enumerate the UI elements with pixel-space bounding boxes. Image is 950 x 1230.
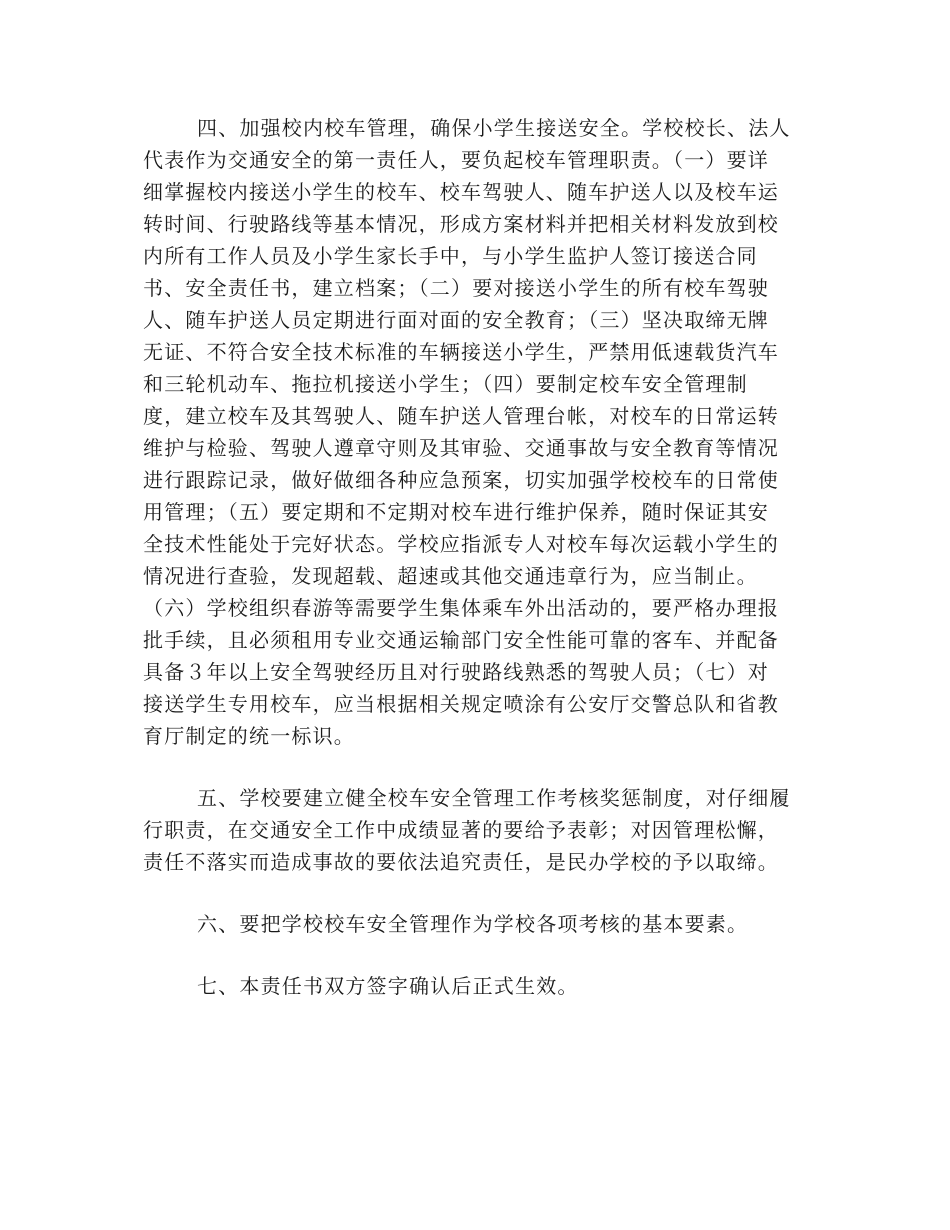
text-line: 转时间、行驶路线等基本情况，形成方案材料并把相关材料发放到校 <box>143 212 779 236</box>
text-line: 责任不落实而造成事故的要依法追究责任，是民办学校的予以取缔。 <box>143 850 779 874</box>
text-line: 细掌握校内接送小学生的校车、校车驾驶人、随车护送人以及校车运 <box>143 180 779 204</box>
text-line: 进行跟踪记录，做好做细各种应急预案，切实加强学校校车的日常使 <box>143 468 779 492</box>
text-line: 代表作为交通安全的第一责任人，要负起校车管理职责。（一）要详 <box>143 148 769 172</box>
text-line: 书、安全责任书，建立档案；（二）要对接送小学生的所有校车驾驶 <box>143 276 769 300</box>
text-line: （六）学校组织春游等需要学生集体乘车外出活动的，要严格办理报 <box>143 596 779 620</box>
paragraph-7: 七、本责任书双方签字确认后正式生效。 <box>197 974 579 998</box>
text-line: 用管理；（五）要定期和不定期对校车进行维护保养，随时保证其安 <box>143 500 769 524</box>
text-line: 全技术性能处于完好状态。学校应指派专人对校车每次运载小学生的 <box>143 532 779 556</box>
text-line: 人、随车护送人员定期进行面对面的安全教育；（三）坚决取缔无牌 <box>143 308 769 332</box>
text-line: 具备３年以上安全驾驶经历且对行驶路线熟悉的驾驶人员；（七）对 <box>143 660 769 684</box>
text-line: 和三轮机动车、拖拉机接送小学生；（四）要制定校车安全管理制 <box>143 372 748 396</box>
text-line: 四、加强校内校车管理，确保小学生接送安全。学校校长、法人 <box>197 116 791 140</box>
text-line: 育厅制定的统一标识。 <box>143 724 355 748</box>
text-line: 内所有工作人员及小学生家长手中，与小学生监护人签订接送合同 <box>143 244 758 268</box>
text-line: 批手续，且必须租用专业交通运输部门安全性能可靠的客车、并配备 <box>143 628 779 652</box>
text-line: 五、学校要建立健全校车安全管理工作考核奖惩制度，对仔细履 <box>197 786 791 810</box>
text-line: 行职责，在交通安全工作中成绩显著的要给予表彰；对因管理松懈， <box>143 818 779 842</box>
text-line: 接送学生专用校车，应当根据相关规定喷涂有公安厅交警总队和省教 <box>143 692 779 716</box>
text-line: 维护与检验、驾驶人遵章守则及其审验、交通事故与安全教育等情况 <box>143 436 779 460</box>
text-line: 情况进行查验，发现超载、超速或其他交通违章行为，应当制止。 <box>143 564 758 588</box>
paragraph-6: 六、要把学校校车安全管理作为学校各项考核的基本要素。 <box>197 912 749 936</box>
text-line: 无证、不符合安全技术标准的车辆接送小学生，严禁用低速载货汽车 <box>143 340 779 364</box>
text-line: 度，建立校车及其驾驶人、随车护送人管理台帐，对校车的日常运转 <box>143 404 779 428</box>
